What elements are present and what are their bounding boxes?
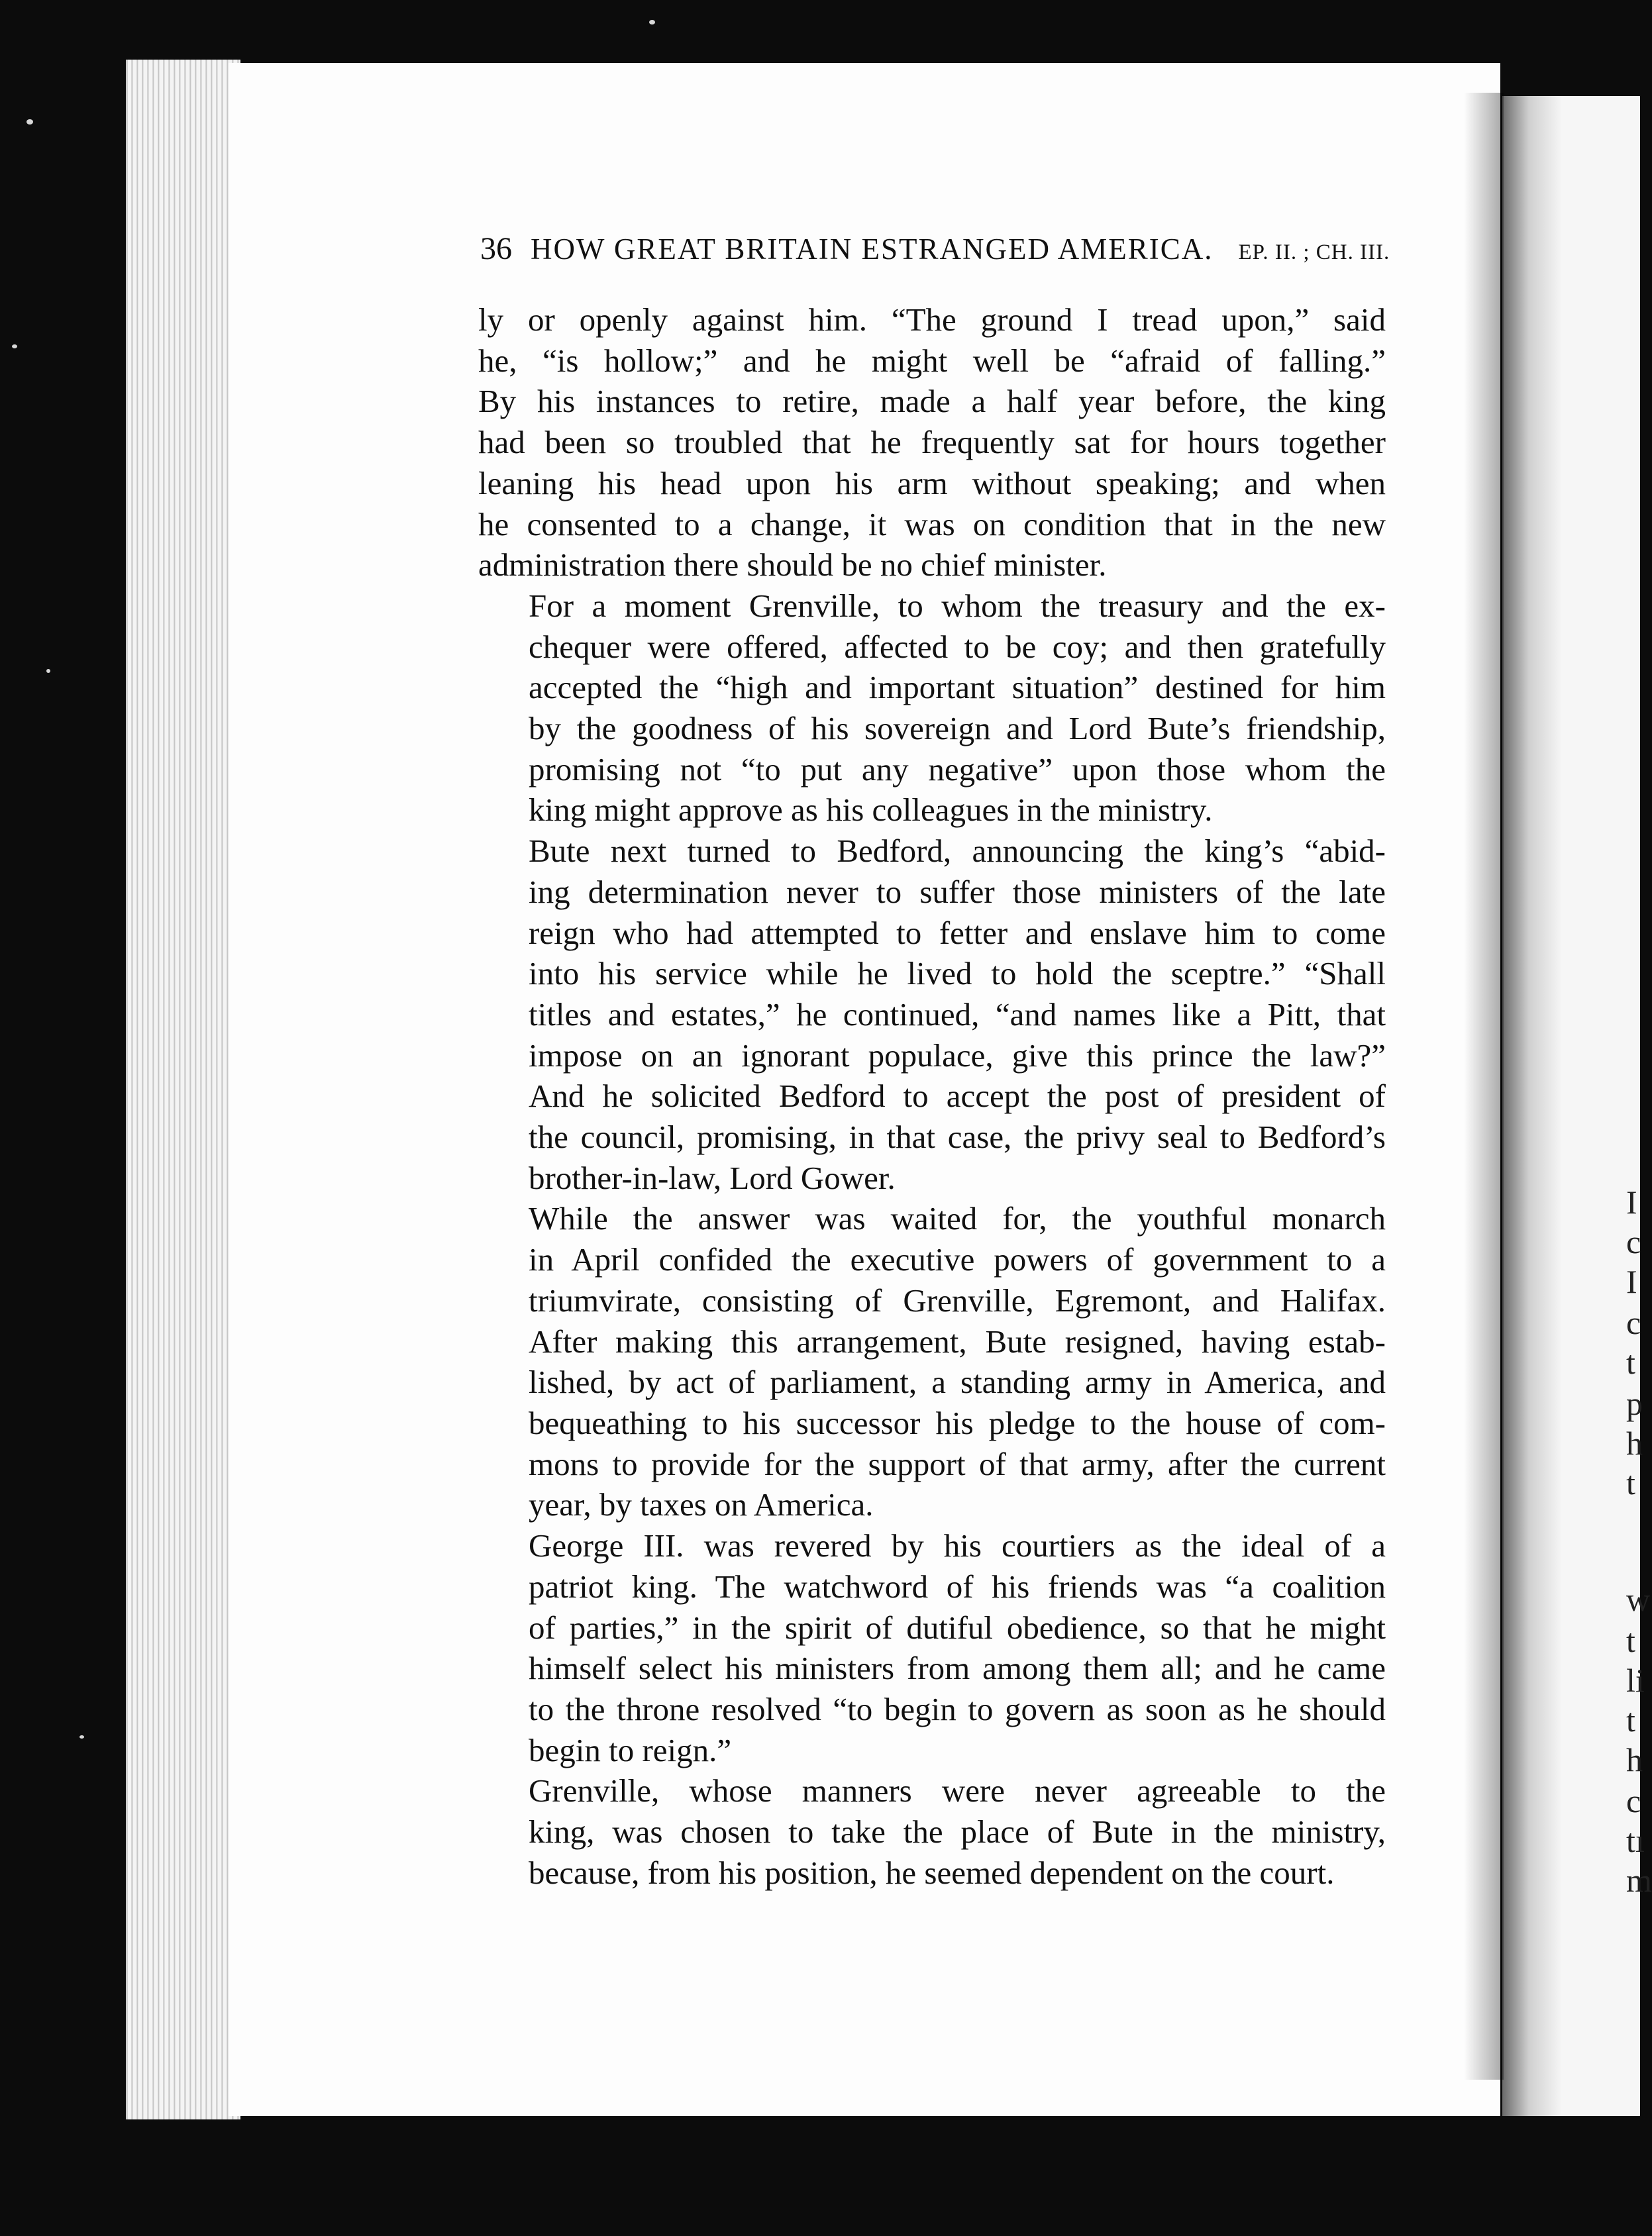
chapter-reference: EP. II. ; CH. III. — [1238, 240, 1390, 264]
facing-page-fragment: c — [1626, 1782, 1641, 1819]
text-line: he consented to a change, it was on condition that in the new — [478, 505, 1386, 542]
facing-page-fragment: c — [1626, 1304, 1641, 1341]
facing-page-fragment: I — [1626, 1263, 1637, 1300]
facing-page-fragment: p — [1626, 1385, 1643, 1422]
facing-page-fragment: tı — [1626, 1822, 1645, 1859]
text-line: chequer were offered, affected to be coy; and then gratefully — [529, 628, 1386, 665]
running-head — [480, 230, 1391, 267]
facing-page-fragment: t — [1626, 1622, 1635, 1659]
facing-page-fragment: t — [1626, 1344, 1635, 1381]
paragraph — [478, 585, 1386, 831]
facing-page-fragment: m — [1626, 1862, 1652, 1899]
text-line: George III. was revered by his courtiers as the ideal of a — [529, 1527, 1386, 1564]
scan-speck — [79, 1735, 84, 1739]
scan-speck — [12, 344, 17, 348]
facing-page-fragment: I — [1626, 1184, 1637, 1221]
text-line: accepted the “high and important situation” destined for him — [529, 669, 1386, 706]
text-line: year, by taxes on America. — [529, 1486, 874, 1523]
text-line: had been so troubled that he frequently sat for hours together — [478, 424, 1386, 461]
text-line: begin to reign.” — [529, 1731, 732, 1768]
facing-page-fragment: li — [1626, 1662, 1645, 1699]
facing-page-fragment: h — [1626, 1425, 1643, 1462]
text-line: And he solicited Bedford to accept the post of president of — [529, 1078, 1386, 1115]
text-line: By his instances to retire, made a half year before, the king — [478, 383, 1386, 420]
facing-page-fragment: h — [1626, 1741, 1643, 1778]
text-line: leaning his head upon his arm without speaking; and when — [478, 464, 1386, 501]
facing-page-fragment: t — [1626, 1702, 1635, 1739]
text-line: For a moment Grenville, to whom the treasury and the ex- — [529, 587, 1386, 624]
text-line: lished, by act of parliament, a standing army in America, and — [529, 1364, 1386, 1401]
paragraph — [478, 1525, 1386, 1770]
paragraph — [478, 299, 1386, 585]
text-line: of parties,” in the spirit of dutiful obedience, so that he might — [529, 1609, 1386, 1646]
text-line: ly or openly against him. “The ground I tread upon,” said — [478, 301, 1386, 338]
text-line: the council, promising, in that case, the privy seal to Bedford’s — [529, 1119, 1386, 1156]
text-line: ing determination never to suffer those ministers of the late — [529, 873, 1386, 910]
text-line: reign who had attempted to fetter and enslave him to come — [529, 914, 1386, 951]
text-line: administration there should be no chief minister. — [478, 546, 1107, 584]
paragraph — [478, 831, 1386, 1198]
paragraph — [478, 1198, 1386, 1525]
scan-speck — [46, 669, 50, 673]
text-line: Grenville, whose manners were never agreeable to the — [529, 1772, 1386, 1809]
text-line: While the answer was waited for, the youthful monarch — [529, 1200, 1386, 1237]
text-line: After making this arrangement, Bute resigned, having estab- — [529, 1323, 1386, 1360]
facing-page-fragment: t — [1626, 1464, 1635, 1501]
body-text — [478, 299, 1386, 1893]
text-line: mons to provide for the support of that army, after the current — [529, 1445, 1386, 1482]
text-line: himself select his ministers from among them all; and he came — [529, 1650, 1386, 1687]
text-line: he, “is hollow;” and he might well be “afraid of falling.” — [478, 342, 1386, 379]
text-line: to the throne resolved “to begin to govern as soon as he should — [529, 1690, 1386, 1727]
facing-page — [1502, 96, 1640, 2116]
text-line: promising not “to put any negative” upon those whom the — [529, 750, 1386, 788]
gutter-shadow — [1464, 93, 1504, 2080]
text-line: in April confided the executive powers of government to a — [529, 1241, 1386, 1278]
text-line: by the goodness of his sovereign and Lord Bute’s friendship, — [529, 710, 1386, 747]
text-line: patriot king. The watchword of his friends was “a coalition — [529, 1568, 1386, 1605]
text-line: king, was chosen to take the place of Bute in the ministry, — [529, 1813, 1386, 1851]
text-line: triumvirate, consisting of Grenville, Egremont, and Halifax. — [529, 1282, 1386, 1319]
text-line: because, from his position, he seemed dependent on the court. — [529, 1854, 1335, 1891]
text-line: Bute next turned to Bedford, announcing the king’s “abid- — [529, 833, 1386, 870]
facing-page-fragment: c — [1626, 1223, 1641, 1260]
text-line: impose on an ignorant populace, give this prince the law?” — [529, 1037, 1386, 1074]
page-number: 36 — [480, 231, 512, 266]
text-line: into his service while he lived to hold the sceptre.” “Shall — [529, 955, 1386, 992]
running-head-title: HOW GREAT BRITAIN ESTRANGED AMERICA. — [531, 232, 1213, 266]
paragraph — [478, 1770, 1386, 1893]
text-line: king might approve as his colleagues in the ministry. — [529, 791, 1213, 829]
scan-speck — [26, 119, 33, 125]
facing-page-fragment: w — [1626, 1581, 1651, 1618]
text-line: bequeathing to his successor his pledge to the house of com- — [529, 1404, 1386, 1441]
page-edges — [126, 60, 240, 2119]
text-line: brother-in-law, Lord Gower. — [529, 1159, 896, 1196]
text-line: titles and estates,” he continued, “and names like a Pitt, that — [529, 995, 1386, 1033]
scan-speck — [649, 20, 655, 25]
